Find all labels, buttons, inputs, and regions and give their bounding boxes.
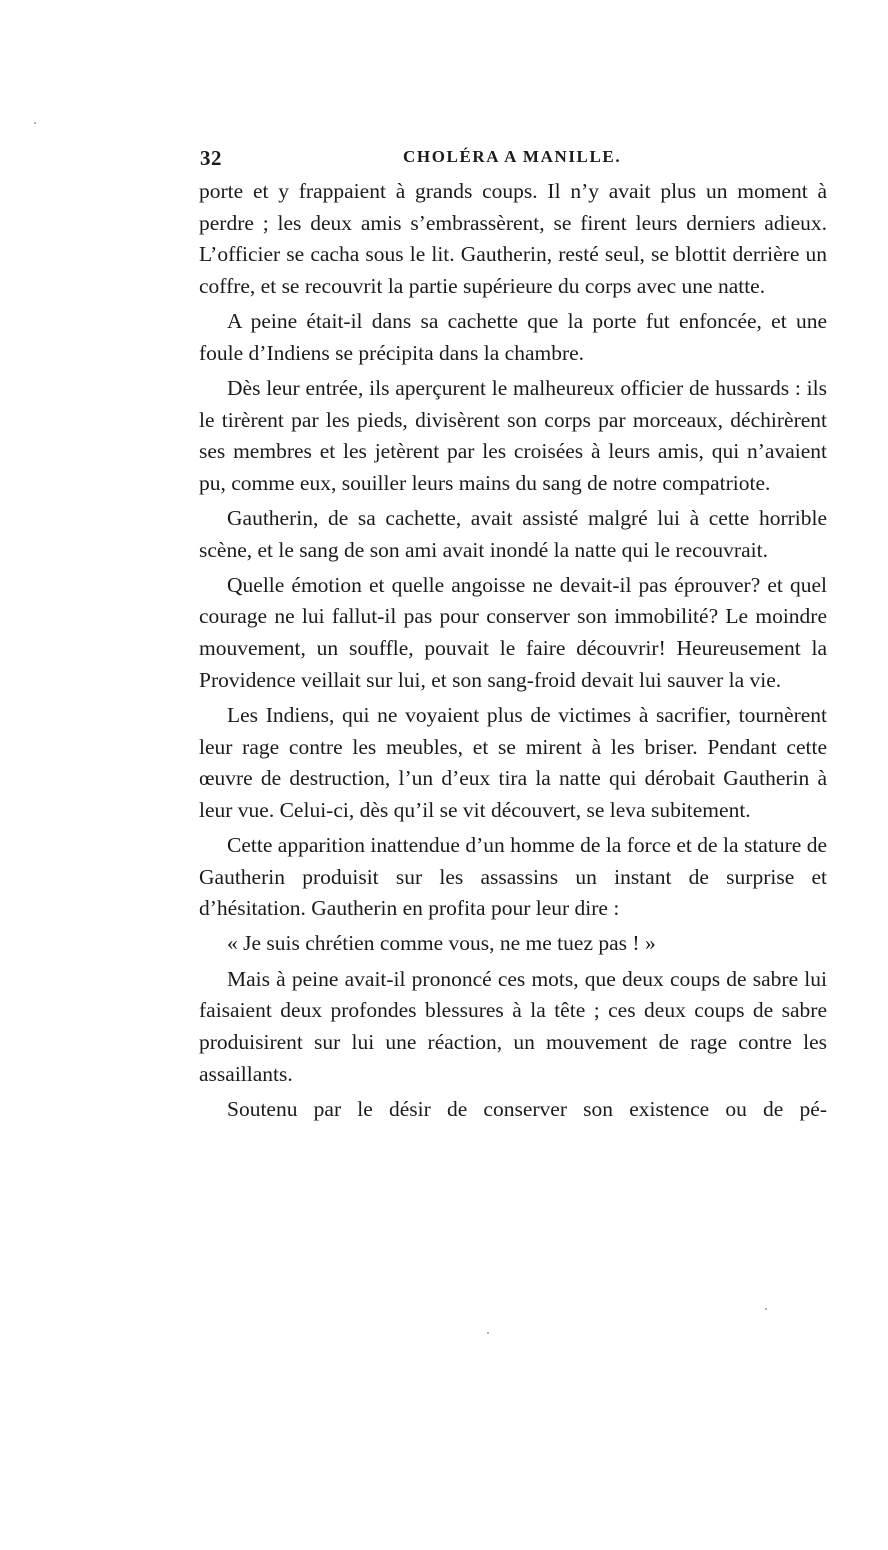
paper-speck — [765, 1308, 767, 1310]
paper-speck — [34, 122, 36, 124]
running-title: CHOLÉRA A MANILLE. — [403, 147, 622, 166]
paragraph: Mais à peine avait-il prononcé ces mots, que deux coups de sabre lui faisaient deux profondes blessures à la tête ; ces deux coups de sabre produisirent sur lui une réaction, un mouvement de rage contre les assaillants. — [199, 966, 827, 1086]
paper-speck — [487, 1332, 489, 1334]
paragraph: Les Indiens, qui ne voyaient plus de victimes à sacrifier, tournèrent leur rage contre les meubles, et se mirent à les briser. Pendant cette œuvre de destruction, l’un d’eux tira la natte qui dérobait Gautherin à leur vue. Celui-ci, dès qu’il se vit découvert, se leva subitement. — [199, 702, 827, 822]
paragraph: porte et y frappaient à grands coups. Il n’y avait plus un moment à perdre ; les deux amis s’embrassèrent, se firent leurs derniers adieux. L’officier se cacha sous le lit. Gautherin, resté seul, se blottit derrière un coffre, et se recouvrit la partie supérieure du corps avec une natte. — [199, 179, 827, 298]
page-number: 32 — [200, 146, 222, 170]
paragraph: A peine était-il dans sa cachette que la porte fut enfoncée, et une foule d’Indiens se précipita dans la chambre. — [199, 309, 827, 365]
paragraph: Cette apparition inattendue d’un homme de la force et de la stature de Gautherin produisit sur les assassins un instant de surprise et d’hésitation. Gautherin en profita pour leur dire : — [199, 833, 827, 921]
paragraph: Gautherin, de sa cachette, avait assisté malgré lui à cette horrible scène, et le sang de son ami avait inondé la natte qui le recouvrait. — [199, 506, 827, 562]
page-header — [200, 146, 828, 174]
paragraph: Dès leur entrée, ils aperçurent le malheureux officier de hussards : ils le tirèrent par les pieds, divisèrent son corps par morceaux, déchirèrent ses membres et les jetèrent par les croisées à leurs amis, qui n’avaient pu, comme eux, souiller leurs mains du sang de notre compatriote. — [199, 375, 827, 495]
quotation: « Je suis chrétien comme vous, ne me tuez pas ! » — [227, 931, 656, 956]
body-text — [199, 176, 827, 1129]
paragraph: Soutenu par le désir de conserver son existence ou de pé- — [227, 1096, 827, 1121]
paragraph: Quelle émotion et quelle angoisse ne devait-il pas éprouver? et quel courage ne lui fallut-il pas pour conserver son immobilité? Le moindre mouvement, un souffle, pouvait le faire découvrir! Heureusement la Providence veillait sur lui, et son sang-froid devait lui sauver la vie. — [199, 572, 827, 692]
